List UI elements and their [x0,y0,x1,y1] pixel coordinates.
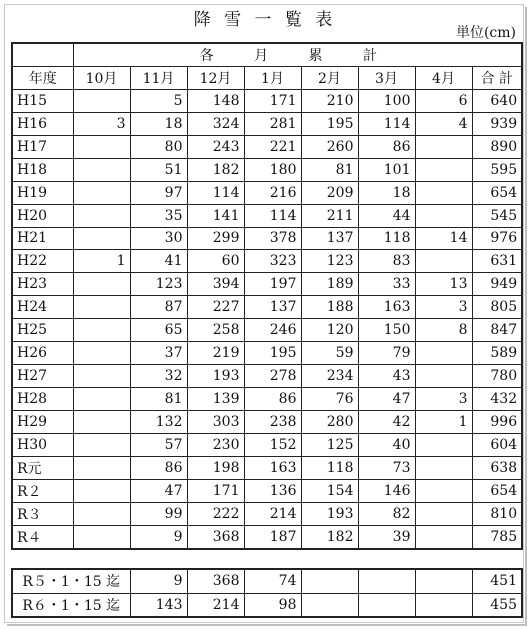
value-cell: 214 [187,593,244,617]
value-cell: 258 [187,319,244,342]
value-cell: 114 [244,204,301,227]
value-cell [301,569,358,593]
value-cell: 394 [187,273,244,296]
value-cell [415,525,472,548]
value-cell: 189 [301,273,358,296]
value-cell: 243 [187,135,244,158]
value-cell: 136 [244,479,301,502]
value-cell [415,433,472,456]
value-cell: 8 [415,319,472,342]
value-cell: 81 [301,158,358,181]
value-cell [415,181,472,204]
value-cell: 132 [130,411,187,434]
value-cell: 86 [244,388,301,411]
table-row [12,250,522,273]
value-cell: 324 [187,112,244,135]
value-cell [73,502,130,525]
column-header: 4月 [415,66,472,89]
total-cell: 949 [472,273,522,296]
value-cell: 303 [187,411,244,434]
value-cell: 278 [244,365,301,388]
value-cell: 41 [130,250,187,273]
table-row [12,433,522,456]
value-cell: 18 [130,112,187,135]
value-cell: 143 [130,593,187,617]
value-cell: 114 [358,112,415,135]
year-cell: H18 [12,158,73,181]
value-cell: 37 [130,342,187,365]
year-cell: H20 [12,204,73,227]
table-row [12,342,522,365]
value-cell: 43 [358,365,415,388]
band-row [12,43,522,66]
year-cell: H25 [12,319,73,342]
value-cell: 4 [415,112,472,135]
year-cell: H28 [12,388,73,411]
value-cell: 260 [301,135,358,158]
table-row [12,319,522,342]
value-cell: 146 [358,479,415,502]
value-cell: 99 [130,502,187,525]
value-cell: 44 [358,204,415,227]
value-cell: 87 [130,296,187,319]
table-row [12,227,522,250]
value-cell [415,204,472,227]
value-cell [73,227,130,250]
value-cell: 42 [358,411,415,434]
value-cell: 79 [358,342,415,365]
value-cell: 3 [415,388,472,411]
value-cell: 238 [244,411,301,434]
value-cell: 141 [187,204,244,227]
unit-label: 単位(cm) [455,25,516,41]
year-cell: H27 [12,365,73,388]
table-row [12,204,522,227]
value-cell: 35 [130,204,187,227]
value-cell: 98 [244,593,301,617]
value-cell [73,158,130,181]
value-cell: 47 [130,479,187,502]
value-cell: 60 [187,250,244,273]
year-cell: H30 [12,433,73,456]
value-cell: 137 [301,227,358,250]
table-row [12,273,522,296]
total-cell: 604 [472,433,522,456]
table-row [12,365,522,388]
value-cell: 209 [301,181,358,204]
value-cell: 59 [301,342,358,365]
value-cell [73,89,130,112]
value-cell: 214 [244,502,301,525]
value-cell: 246 [244,319,301,342]
value-cell: 188 [301,296,358,319]
total-cell: 890 [472,135,522,158]
value-cell: 6 [415,89,472,112]
value-cell: 216 [244,181,301,204]
year-cell: H23 [12,273,73,296]
value-cell: 86 [358,135,415,158]
value-cell [73,296,130,319]
total-cell: 589 [472,342,522,365]
total-cell: 455 [472,593,522,617]
value-cell: 152 [244,433,301,456]
value-cell [73,135,130,158]
value-cell: 33 [358,273,415,296]
year-cell: H17 [12,135,73,158]
table-row [12,525,522,548]
value-cell [73,273,130,296]
total-cell: 638 [472,456,522,479]
value-cell: 40 [358,433,415,456]
value-cell: 180 [244,158,301,181]
value-cell [415,250,472,273]
value-cell: 222 [187,502,244,525]
value-cell: 323 [244,250,301,273]
value-cell: 139 [187,388,244,411]
column-header: 3月 [358,66,415,89]
column-header: 合 計 [472,66,522,89]
value-cell: 368 [187,525,244,548]
value-cell [73,388,130,411]
value-cell: 197 [244,273,301,296]
value-cell: 210 [301,89,358,112]
value-cell: 114 [187,181,244,204]
value-cell: 171 [187,479,244,502]
value-cell [358,593,415,617]
value-cell [415,365,472,388]
value-cell: 18 [358,181,415,204]
total-cell: 939 [472,112,522,135]
table-row [12,158,522,181]
value-cell: 3 [73,112,130,135]
monthly-cumulative-band: 各 月 累 計 [73,43,522,66]
value-cell: 3 [415,296,472,319]
value-cell: 234 [301,365,358,388]
value-cell: 123 [301,250,358,273]
value-cell: 118 [301,456,358,479]
value-cell: 83 [358,250,415,273]
value-cell: 1 [73,250,130,273]
value-cell: 281 [244,112,301,135]
value-cell: 163 [244,456,301,479]
year-cell: H19 [12,181,73,204]
value-cell [415,456,472,479]
year-cell: H26 [12,342,73,365]
value-cell: 5 [130,89,187,112]
band-spacer [12,43,73,66]
value-cell: 120 [301,319,358,342]
value-cell: 47 [358,388,415,411]
value-cell [415,502,472,525]
value-cell: 148 [187,89,244,112]
value-cell: 154 [301,479,358,502]
period-cell: R６・1・15 迄 [12,593,130,617]
year-cell: H16 [12,112,73,135]
value-cell: 182 [301,525,358,548]
value-cell: 198 [187,456,244,479]
value-cell: 137 [244,296,301,319]
column-header: 1月 [244,66,301,89]
table-row [12,456,522,479]
value-cell: 9 [130,525,187,548]
value-cell: 82 [358,502,415,525]
value-cell: 97 [130,181,187,204]
value-cell [301,593,358,617]
year-cell: R元 [12,456,73,479]
value-cell: 150 [358,319,415,342]
value-cell: 57 [130,433,187,456]
value-cell: 65 [130,319,187,342]
total-cell: 810 [472,502,522,525]
column-header: 年度 [12,66,73,89]
total-cell: 996 [472,411,522,434]
table-row [12,112,522,135]
value-cell [73,365,130,388]
value-cell: 9 [130,569,187,593]
total-cell: 976 [472,227,522,250]
page-title: 降 雪 一 覧 表 [193,10,337,30]
value-cell [415,479,472,502]
value-cell: 125 [301,433,358,456]
value-cell: 378 [244,227,301,250]
value-cell: 221 [244,135,301,158]
period-cell: R５・1・15 迄 [12,569,130,593]
value-cell: 86 [130,456,187,479]
year-cell: R４ [12,525,73,548]
value-cell [73,342,130,365]
value-cell: 39 [358,525,415,548]
column-header: 2月 [301,66,358,89]
table-row [12,388,522,411]
value-cell: 30 [130,227,187,250]
total-cell: 780 [472,365,522,388]
value-cell [73,479,130,502]
total-cell: 451 [472,569,522,593]
value-cell: 211 [301,204,358,227]
total-cell: 847 [472,319,522,342]
total-cell: 631 [472,250,522,273]
value-cell [73,433,130,456]
year-cell: R２ [12,479,73,502]
total-cell: 785 [472,525,522,548]
current-season-table [11,568,523,618]
value-cell: 32 [130,365,187,388]
value-cell [415,569,472,593]
value-cell [73,181,130,204]
value-cell: 163 [358,296,415,319]
total-cell: 545 [472,204,522,227]
table-row [12,135,522,158]
table-row [12,181,522,204]
value-cell [73,525,130,548]
value-cell: 368 [187,569,244,593]
total-cell: 654 [472,181,522,204]
value-cell: 101 [358,158,415,181]
current-row [12,569,522,593]
value-cell: 123 [130,273,187,296]
value-cell [73,319,130,342]
total-cell: 432 [472,388,522,411]
total-cell: 654 [472,479,522,502]
value-cell: 227 [187,296,244,319]
year-cell: H24 [12,296,73,319]
value-cell [358,569,415,593]
table-row [12,296,522,319]
value-cell: 193 [301,502,358,525]
column-header: 11月 [130,66,187,89]
value-cell: 299 [187,227,244,250]
year-cell: H15 [12,89,73,112]
value-cell: 195 [301,112,358,135]
total-cell: 640 [472,89,522,112]
year-cell: H21 [12,227,73,250]
value-cell: 51 [130,158,187,181]
value-cell: 80 [130,135,187,158]
year-cell: H22 [12,250,73,273]
value-cell: 14 [415,227,472,250]
year-cell: H29 [12,411,73,434]
value-cell: 1 [415,411,472,434]
value-cell: 219 [187,342,244,365]
value-cell [415,342,472,365]
value-cell [73,204,130,227]
value-cell: 73 [358,456,415,479]
value-cell: 118 [358,227,415,250]
value-cell: 195 [244,342,301,365]
table-row [12,89,522,112]
value-cell: 100 [358,89,415,112]
value-cell: 187 [244,525,301,548]
value-cell: 76 [301,388,358,411]
total-cell: 595 [472,158,522,181]
value-cell [415,158,472,181]
value-cell: 280 [301,411,358,434]
value-cell [73,411,130,434]
value-cell [415,593,472,617]
table-row [12,502,522,525]
value-cell: 171 [244,89,301,112]
value-cell: 13 [415,273,472,296]
value-cell [415,135,472,158]
value-cell: 182 [187,158,244,181]
header-row [12,66,522,89]
value-cell: 230 [187,433,244,456]
year-cell: R３ [12,502,73,525]
table-row [12,479,522,502]
value-cell: 74 [244,569,301,593]
total-cell: 805 [472,296,522,319]
value-cell: 193 [187,365,244,388]
value-cell [73,456,130,479]
column-header: 12月 [187,66,244,89]
snowfall-table [11,42,523,550]
table-row [12,411,522,434]
value-cell: 81 [130,388,187,411]
column-header: 10月 [73,66,130,89]
current-row [12,593,522,617]
